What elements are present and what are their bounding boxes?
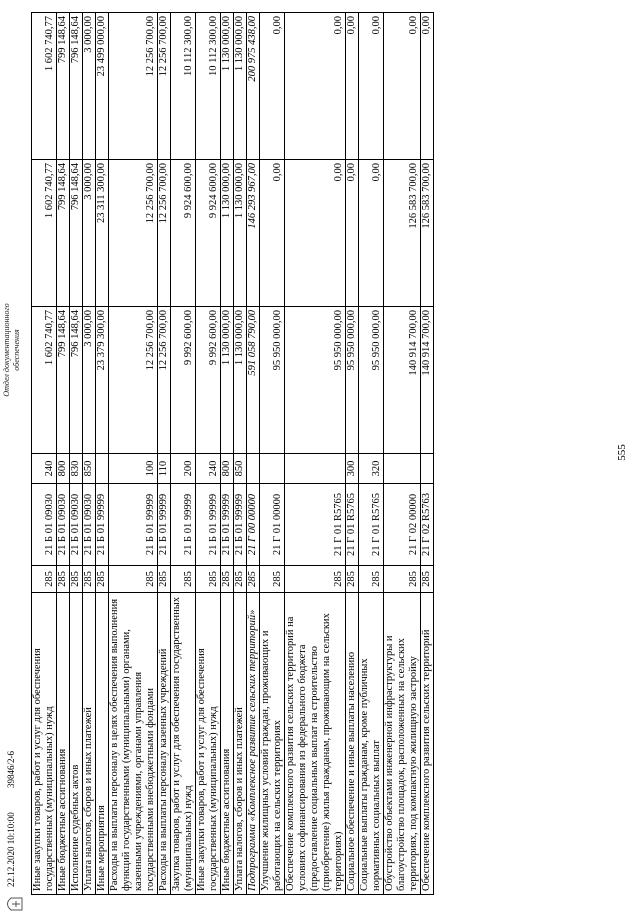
table-row [421, 13, 434, 895]
row-value-year3: 23 499 000,00 [96, 13, 109, 160]
row-target-article: 21 Б 01 09030 [70, 484, 83, 566]
row-value-year1: 591 058 790,00 [247, 307, 260, 454]
page-number: 555 [616, 444, 628, 461]
row-value-year3: 3 000,00 [83, 13, 96, 160]
row-value-year3: 0,00 [285, 13, 346, 160]
row-expense-type: 200 [171, 454, 196, 484]
row-ministry-code: 285 [234, 566, 247, 593]
row-name: Обеспечение комплексного развития сельских территорий на условиях софинансирования из федерального бюджета (предоставление социальных выплат на строительство (приобретение) жилья гражданам, проживающим на сельских территориях) [285, 593, 346, 895]
row-value-year2: 12 256 700,00 [158, 160, 171, 307]
row-value-year1: 95 950 000,00 [285, 307, 346, 454]
row-value-year1: 12 256 700,00 [158, 307, 171, 454]
row-ministry-code: 285 [285, 566, 346, 593]
row-value-year1: 12 256 700,00 [109, 307, 158, 454]
row-expense-type: 240 [196, 454, 221, 484]
table-row [96, 13, 109, 895]
row-expense-type: 830 [70, 454, 83, 484]
table-row [32, 13, 57, 895]
table-row [234, 13, 247, 895]
row-ministry-code: 285 [96, 566, 109, 593]
row-ministry-code: 285 [32, 566, 57, 593]
table-row [171, 13, 196, 895]
row-target-article: 21 Г 00 00000 [247, 484, 260, 566]
row-value-year3: 200 975 438,00 [247, 13, 260, 160]
row-ministry-code: 285 [109, 566, 158, 593]
row-name: Уплата налогов, сборов и иных платежей [83, 593, 96, 895]
row-name: Закупка товаров, работ и услуг для обеспечения государственных (муниципальных) нужд [171, 593, 196, 895]
row-value-year2: 146 293 967,00 [247, 160, 260, 307]
row-value-year3: 796 148,64 [70, 13, 83, 160]
table-row [359, 13, 384, 895]
row-ministry-code: 285 [196, 566, 221, 593]
row-value-year3: 0,00 [260, 13, 285, 160]
row-expense-type [421, 454, 434, 484]
row-value-year2: 126 583 700,00 [384, 160, 421, 307]
row-value-year2: 126 583 700,00 [421, 160, 434, 307]
row-name: Расходы на выплаты персоналу казенных учреждений [158, 593, 171, 895]
row-value-year2: 3 000,00 [83, 160, 96, 307]
row-value-year3: 1 130 000,00 [221, 13, 234, 160]
row-expense-type [96, 454, 109, 484]
row-ministry-code: 285 [221, 566, 234, 593]
row-name: Иные бюджетные ассигнования [221, 593, 234, 895]
row-ministry-code: 285 [359, 566, 384, 593]
row-target-article: 21 Г 01 R5765 [359, 484, 384, 566]
row-value-year1: 9 992 600,00 [196, 307, 221, 454]
row-value-year2: 12 256 700,00 [109, 160, 158, 307]
department-stamp-line1: Отдел документационного [2, 303, 11, 397]
row-target-article: 21 Г 02 R5763 [421, 484, 434, 566]
row-target-article: 21 Б 01 99999 [196, 484, 221, 566]
row-target-article: 21 Б 01 09030 [32, 484, 57, 566]
row-name: Иные бюджетные ассигнования [57, 593, 70, 895]
row-target-article: 21 Б 01 99999 [171, 484, 196, 566]
row-value-year2: 799 148,64 [57, 160, 70, 307]
row-value-year3: 0,00 [346, 13, 359, 160]
row-expense-type [285, 454, 346, 484]
row-value-year2: 23 311 300,00 [96, 160, 109, 307]
row-expense-type: 100 [109, 454, 158, 484]
row-ministry-code: 285 [57, 566, 70, 593]
table-row [158, 13, 171, 895]
row-expense-type: 800 [221, 454, 234, 484]
row-expense-type: 800 [57, 454, 70, 484]
row-name: Обустройство объектами инженерной инфраструктуры и благоустройство площадок, расположенных на сельских территориях, под компактную жилищную застройку [384, 593, 421, 895]
row-name: Расходы на выплаты персоналу в целях обеспечения выполнения функций государственными (муниципальными) органами, казенными учреждениями, органами управления государственными внебюджетными фондами [109, 593, 158, 895]
row-name: Иные мероприятия [96, 593, 109, 895]
row-value-year2: 0,00 [346, 160, 359, 307]
row-target-article: 21 Б 01 99999 [221, 484, 234, 566]
row-name: Социальное обеспечение и иные выплаты населению [346, 593, 359, 895]
row-expense-type: 240 [32, 454, 57, 484]
row-value-year3: 12 256 700,00 [158, 13, 171, 160]
row-value-year1: 140 914 700,00 [384, 307, 421, 454]
row-ministry-code: 285 [70, 566, 83, 593]
row-expense-type: 110 [158, 454, 171, 484]
row-expense-type: 300 [346, 454, 359, 484]
row-name: Исполнение судебных актов [70, 593, 83, 895]
row-expense-type: 320 [359, 454, 384, 484]
row-expense-type [260, 454, 285, 484]
row-name: Подпрограмма «Комплексное развитие сельских территорий» [247, 593, 260, 895]
row-value-year1: 23 379 300,00 [96, 307, 109, 454]
table-row [57, 13, 70, 895]
row-value-year1: 9 992 600,00 [171, 307, 196, 454]
department-stamp-line2: обеспечения [12, 329, 21, 371]
row-target-article: 21 Г 01 R5765 [285, 484, 346, 566]
row-target-article: 21 Б 01 99999 [109, 484, 158, 566]
row-target-article: 21 Г 01 R5765 [346, 484, 359, 566]
row-expense-type: 850 [83, 454, 96, 484]
row-value-year3: 799 148,64 [57, 13, 70, 160]
row-value-year3: 10 112 300,00 [171, 13, 196, 160]
emblem-stamp-icon [2, 895, 24, 913]
row-name: Улучшение жилищных условий граждан, проживающих и работающих на сельских территориях [260, 593, 285, 895]
row-value-year2: 0,00 [285, 160, 346, 307]
budget-table [31, 12, 434, 895]
footer-timestamp: 22.12.2020 10:10:00 [6, 812, 16, 887]
table-row [346, 13, 359, 895]
table-row [384, 13, 421, 895]
row-ministry-code: 285 [158, 566, 171, 593]
table-row [83, 13, 96, 895]
row-value-year2: 9 924 600,00 [171, 160, 196, 307]
row-value-year3: 10 112 300,00 [196, 13, 221, 160]
row-ministry-code: 285 [384, 566, 421, 593]
row-value-year3: 12 256 700,00 [109, 13, 158, 160]
row-target-article: 21 Б 01 09030 [83, 484, 96, 566]
row-ministry-code: 285 [346, 566, 359, 593]
row-value-year2: 0,00 [260, 160, 285, 307]
table-row [285, 13, 346, 895]
table-row [109, 13, 158, 895]
row-target-article: 21 Б 01 99999 [96, 484, 109, 566]
row-value-year1: 796 148,64 [70, 307, 83, 454]
row-value-year2: 9 924 600,00 [196, 160, 221, 307]
row-target-article: 21 Б 01 99999 [158, 484, 171, 566]
row-value-year3: 0,00 [421, 13, 434, 160]
row-value-year1: 799 148,64 [57, 307, 70, 454]
row-ministry-code: 285 [171, 566, 196, 593]
row-target-article: 21 Г 01 00000 [260, 484, 285, 566]
row-value-year1: 95 950 000,00 [359, 307, 384, 454]
row-value-year2: 1 602 740,77 [32, 160, 57, 307]
footer-line [6, 751, 16, 887]
row-value-year1: 3 000,00 [83, 307, 96, 454]
row-expense-type [384, 454, 421, 484]
row-value-year1: 95 950 000,00 [260, 307, 285, 454]
department-stamp [2, 275, 22, 425]
row-value-year3: 0,00 [384, 13, 421, 160]
row-target-article: 21 Б 01 09030 [57, 484, 70, 566]
table-row [221, 13, 234, 895]
row-value-year1: 1 602 740,77 [32, 307, 57, 454]
row-value-year1: 1 130 000,00 [221, 307, 234, 454]
row-name: Обеспечение комплексного развития сельских территорий [421, 593, 434, 895]
row-ministry-code: 285 [247, 566, 260, 593]
row-target-article: 21 Г 02 00000 [384, 484, 421, 566]
row-value-year3: 0,00 [359, 13, 384, 160]
table-row [247, 13, 260, 895]
row-value-year1: 1 130 000,00 [234, 307, 247, 454]
row-ministry-code: 285 [421, 566, 434, 593]
budget-table-body [32, 13, 434, 895]
row-value-year3: 1 130 000,00 [234, 13, 247, 160]
row-value-year1: 95 950 000,00 [346, 307, 359, 454]
row-value-year2: 0,00 [359, 160, 384, 307]
row-value-year2: 796 148,64 [70, 160, 83, 307]
table-row [260, 13, 285, 895]
row-expense-type [247, 454, 260, 484]
row-name: Уплата налогов, сборов и иных платежей [234, 593, 247, 895]
row-ministry-code: 285 [83, 566, 96, 593]
row-ministry-code: 285 [260, 566, 285, 593]
row-name: Иные закупки товаров, работ и услуг для обеспечения государственных (муниципальных) нужд [196, 593, 221, 895]
table-row [196, 13, 221, 895]
row-value-year2: 1 130 000,00 [221, 160, 234, 307]
row-expense-type: 850 [234, 454, 247, 484]
row-target-article: 21 Б 01 99999 [234, 484, 247, 566]
row-value-year2: 1 130 000,00 [234, 160, 247, 307]
table-row [70, 13, 83, 895]
footer-file-stamp: 39846/2-6 [6, 750, 16, 788]
row-value-year3: 1 602 740,77 [32, 13, 57, 160]
row-name: Социальные выплаты гражданам, кроме публичных нормативных социальных выплат [359, 593, 384, 895]
row-value-year1: 140 914 700,00 [421, 307, 434, 454]
row-name: Иные закупки товаров, работ и услуг для обеспечения государственных (муниципальных) нужд [32, 593, 57, 895]
